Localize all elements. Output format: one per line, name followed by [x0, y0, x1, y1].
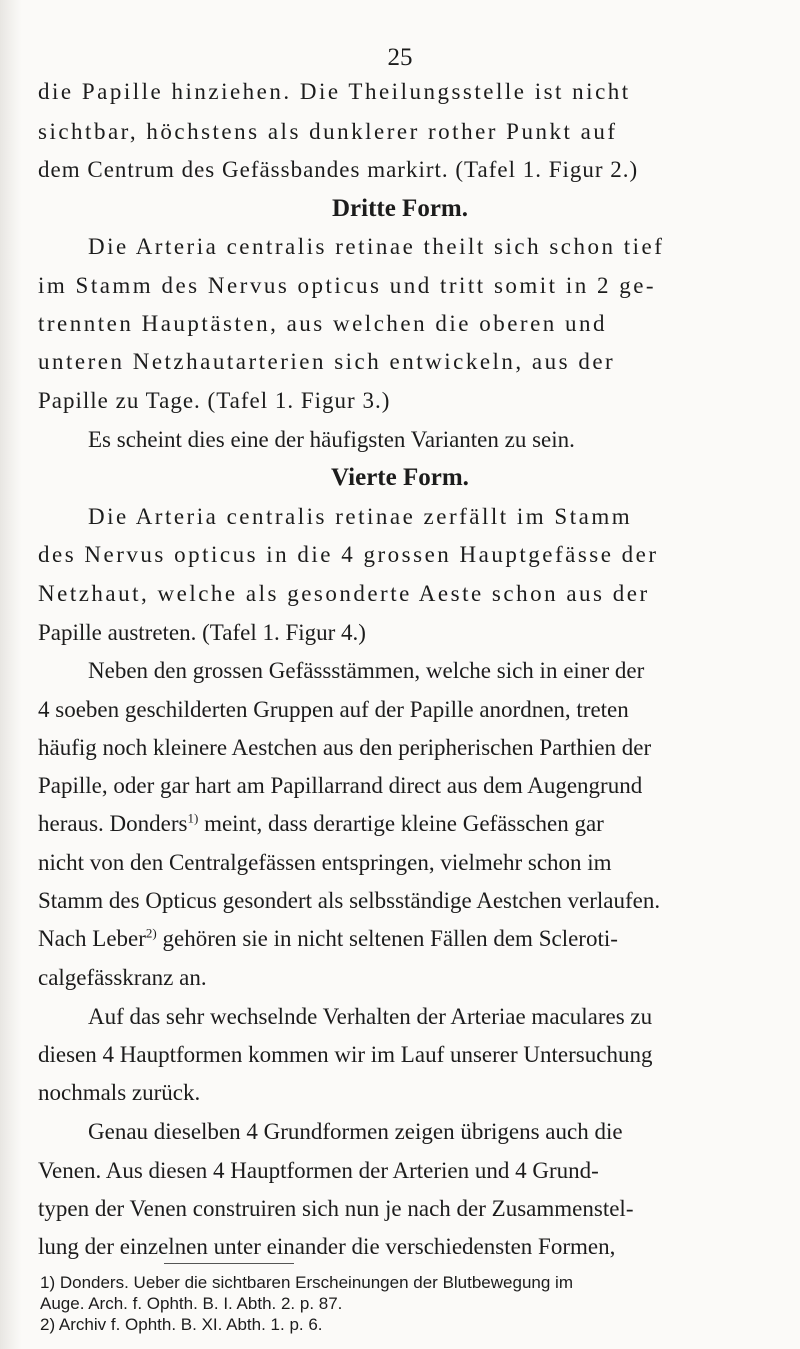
text-line: die Papille hinziehen. Die Theilungsstelle ist nicht [38, 79, 631, 104]
text-line [38, 924, 786, 954]
text-line: häufig noch kleinere Aestchen aus den peripherischen Parthien der [38, 735, 652, 760]
footnote: Auge. Arch. f. Ophth. B. I. Abth. 2. p. 87. [40, 1294, 343, 1313]
text-line: sichtbar, höchstens als dunklerer rother Punkt auf [38, 119, 618, 144]
footnote-ref: 1) [187, 810, 199, 826]
section-heading-dritte-form: Dritte Form. [331, 195, 469, 222]
text-line: Netzhaut, welche als gesonderte Aeste schon aus der [38, 581, 650, 606]
text-line: 4 soeben geschilderten Gruppen auf der Papille anordnen, treten [38, 697, 629, 722]
text-line: nicht von den Centralgefässen entspringen, vielmehr schon im [38, 850, 612, 875]
text-segment: gehören sie in nicht seltenen Fällen dem Scleroti- [162, 926, 618, 951]
text-line: typen der Venen construiren sich nun je nach der Zusammenstel- [38, 1196, 634, 1221]
page-number: 25 [387, 44, 413, 71]
text-line: Die Arteria centralis retinae zerfällt im Stamm [88, 504, 633, 529]
text-line: trennten Hauptästen, aus welchen die oberen und [38, 311, 608, 336]
text-line: lung der einzelnen unter einander die verschiedensten Formen, [38, 1234, 616, 1259]
footnote-ref: 2) [145, 925, 157, 941]
text-line: im Stamm des Nervus opticus und tritt somit in 2 ge- [38, 273, 657, 298]
text-line: calgefässkranz an. [38, 965, 207, 990]
text-line: des Nervus opticus in die 4 grossen Hauptgefässe der [38, 542, 659, 567]
text-line: dem Centrum des Gefässbandes markirt. (Tafel 1. Figur 2.) [38, 157, 639, 182]
text-line: Papille austreten. (Tafel 1. Figur 4.) [38, 620, 366, 645]
footnote-divider [164, 1263, 294, 1264]
text-line: nochmals zurück. [38, 1080, 201, 1105]
text-line: Stamm des Opticus gesondert als selbsständige Aestchen verlaufen. [38, 888, 661, 913]
text-line: Papille, oder gar hart am Papillarrand direct aus dem Augengrund [38, 773, 643, 798]
text-line: diesen 4 Hauptformen kommen wir im Lauf unserer Untersuchung [38, 1042, 653, 1067]
text-line: Neben den grossen Gefässstämmen, welche sich in einer der [88, 658, 645, 683]
text-segment: heraus. Donders [38, 811, 188, 836]
text-line [38, 809, 786, 839]
text-line: Venen. Aus diesen 4 Hauptformen der Arterien und 4 Grund- [38, 1158, 599, 1183]
text-segment: meint, dass derartige kleine Gefässchen gar [204, 811, 604, 836]
text-line: Es scheint dies eine der häufigsten Varianten zu sein. [88, 427, 575, 452]
footnote: 2) Archiv f. Ophth. B. XI. Abth. 1. p. 6. [40, 1315, 323, 1334]
text-line: Die Arteria centralis retinae theilt sich schon tief [88, 234, 665, 259]
text-line: Genau dieselben 4 Grundformen zeigen übrigens auch die [88, 1119, 623, 1144]
text-segment: Nach Leber [38, 926, 146, 951]
text-line: Papille zu Tage. (Tafel 1. Figur 3.) [38, 388, 391, 413]
section-heading-vierte-form: Vierte Form. [331, 464, 469, 491]
text-line: Auf das sehr wechselnde Verhalten der Arteriae maculares zu [88, 1004, 653, 1029]
text-line: unteren Netzhautarterien sich entwickeln, aus der [38, 349, 616, 374]
footnote: 1) Donders. Ueber die sichtbaren Erscheinungen der Blutbewegung im [40, 1273, 573, 1292]
